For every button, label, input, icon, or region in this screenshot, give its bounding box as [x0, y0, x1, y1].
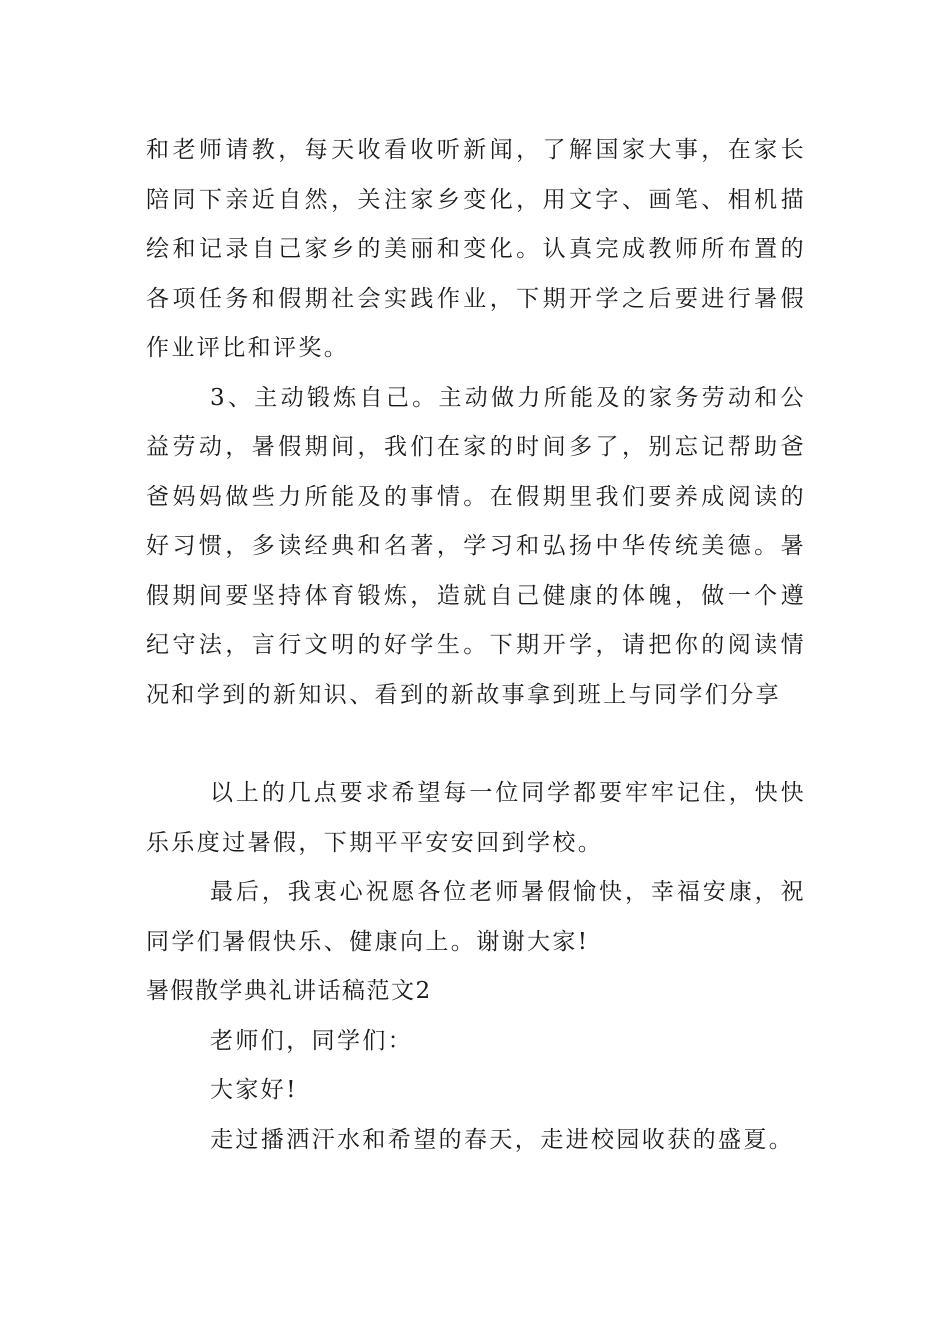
opening-line: 走过播洒汗水和希望的春天，走进校园收获的盛夏。 — [210, 1126, 795, 1153]
paragraph-homework: 和老师请教，每天收看收听新闻，了解国家大事，在家长陪同下亲近自然，关注家乡变化，用文字、画笔、相机描绘和记录自己家乡的美丽和变化。认真完成教师所布置的各项任务和假期社会实践作业，下期开学之后要进行暑假作业评比和评奖。 — [146, 137, 806, 361]
salutation-line: 大家好! — [210, 1077, 298, 1103]
paragraph-closing: 最后，我衷心祝愿各位老师暑假愉快，幸福安康，祝同学们暑假快乐、健康向上。谢谢大家! — [146, 879, 806, 955]
greeting-line: 老师们，同学们： — [210, 1027, 414, 1054]
paragraph-reminder: 以上的几点要求希望每一位同学都要牢牢记住，快快乐乐度过暑假，下期平平安安回到学校。 — [146, 780, 806, 856]
section-title: 暑假散学典礼讲话稿范文2 — [146, 978, 432, 1004]
document-page — [146, 126, 806, 1165]
paragraph-self-training: 3、主动锻炼自己。主动做力所能及的家务劳动和公益劳动，暑假期间，我们在家的时间多了，别忘记帮助爸爸妈妈做些力所能及的事情。在假期里我们要养成阅读的好习惯，多读经典和名著，学习和弘扬中华传统美德。暑假期间要坚持体育锻炼，造就自己健康的体魄，做一个遵纪守法，言行文明的好学生。下期开学，请把你的阅读情况和学到的新知识、看到的新故事拿到班上与同学们分享 — [146, 384, 806, 708]
